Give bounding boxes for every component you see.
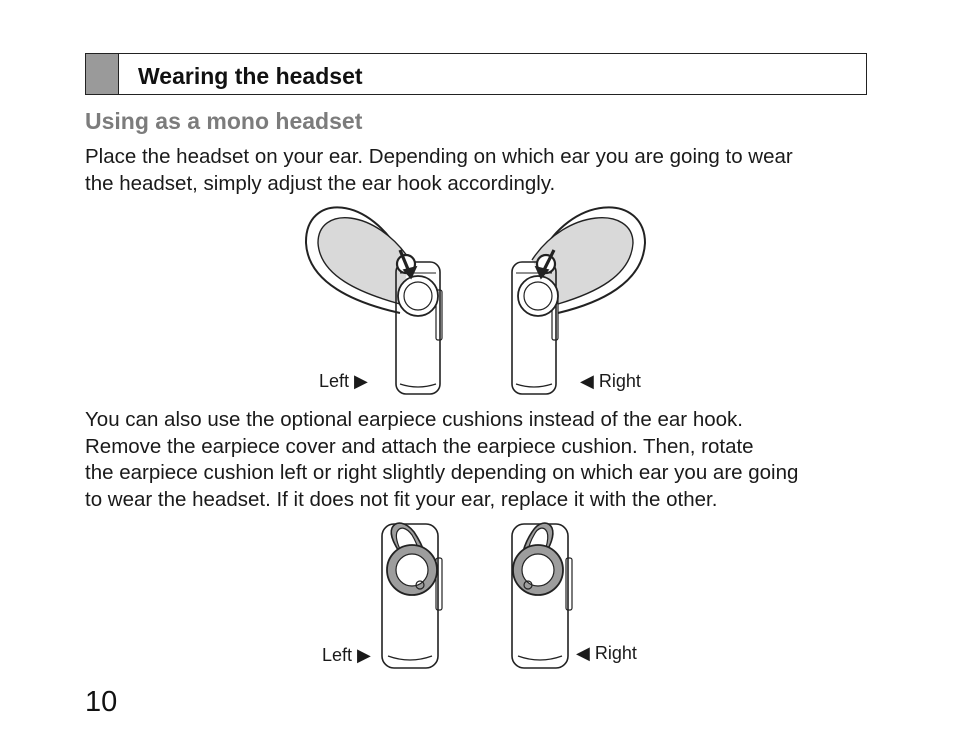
- left-label-figure2: Left ▶: [322, 645, 371, 665]
- paragraph-line: You can also use the optional earpiece cushions instead of the ear hook.: [85, 408, 743, 431]
- section-tab-marker: [86, 54, 119, 94]
- page-number: 10: [85, 686, 118, 718]
- left-headset-with-hook: [306, 207, 442, 394]
- paragraph-instructions: [85, 144, 885, 197]
- right-label-figure1: ◀ Right: [580, 371, 641, 391]
- right-headset-with-hook: [512, 207, 645, 394]
- paragraph-line: Place the headset on your ear. Depending on which ear you are going to wear: [85, 145, 793, 168]
- paragraph-line: the headset, simply adjust the ear hook accordingly.: [85, 171, 556, 195]
- right-headset-with-cushion: [512, 523, 572, 668]
- paragraph-line: to wear the headset. If it does not fit your ear, replace it with the other.: [85, 487, 718, 511]
- section-header-bar: [85, 53, 867, 95]
- subheading: Using as a mono headset: [85, 108, 363, 134]
- left-headset-with-cushion: [382, 523, 442, 668]
- right-label-figure2: ◀ Right: [576, 643, 637, 663]
- section-title: Wearing the headset: [138, 63, 363, 89]
- earpiece-cushion-illustration: [370, 518, 580, 673]
- paragraph-line: the earpiece cushion left or right slightly depending on which ear you are going: [85, 461, 799, 484]
- left-label-figure1: Left ▶: [319, 371, 368, 391]
- paragraph-line: Remove the earpiece cover and attach the earpiece cushion. Then, rotate: [85, 434, 754, 458]
- paragraph-cushions: [85, 407, 885, 513]
